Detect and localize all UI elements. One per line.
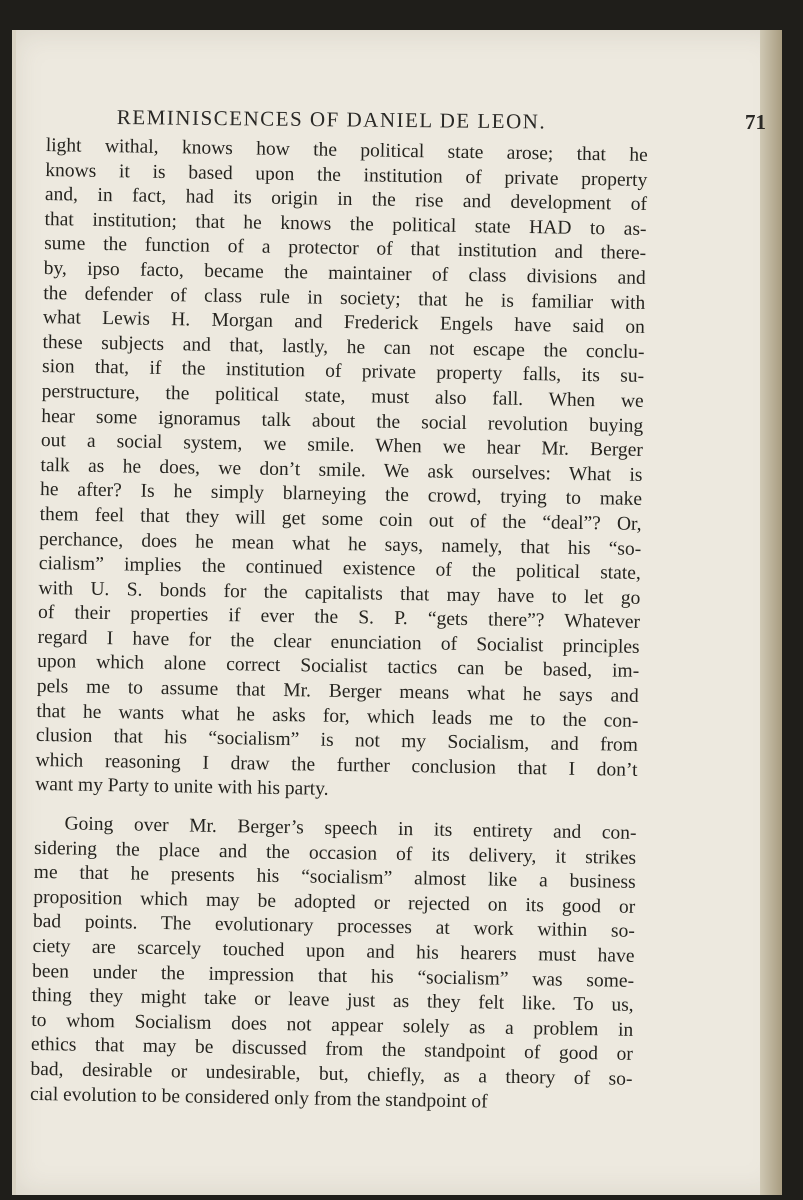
text-line: me that he presents his “socialism” almost like a business [33,862,636,894]
text-line: the defender of class rule in society; that he is familiar with [43,282,646,314]
text-line: what Lewis H. Morgan and Frederick Engels have said on [42,307,646,339]
text-line: he after? Is he simply blarneying the crowd, trying to make [39,479,643,511]
text-line: clusion that his “socialism” is not my Socialism, and from [35,725,639,757]
text-line: regard I have for the clear enunciation of Socialist principles [37,626,640,658]
text-line: proposition which may be adopted or rejected on its good or [33,886,636,918]
text-line: of their properties if ever the S. P. “gets there”? Whatever [37,602,641,634]
text-line: perstructure, the political state, must also fall. When we [41,380,644,412]
text-line: bad, desirable or undesirable, but, chiefly, as a theory of so- [30,1058,633,1090]
text-line: and, in fact, had its origin in the rise and development of [44,184,648,216]
text-line: Going over Mr. Berger’s speech in its entirety and con- [64,813,637,844]
text-line: to whom Socialism does not appear solely as a problem in [31,1009,634,1041]
text-line: sion that, if the institution of private property falls, its su- [41,356,645,388]
text-line: by, ipso facto, became the maintainer of class divisions and [43,257,646,289]
text-line: want my Party to unite with his party. [35,774,329,801]
text-line: that he wants what he asks for, which leads me to the con- [36,700,639,732]
text-line: them feel that they will get some coin out of the “deal”? Or, [39,503,642,535]
book-page [12,30,782,1195]
text-line: with U. S. bonds for the capitalists that may have to let go [38,577,641,609]
text-line: cialism” implies the continued existence of the political state, [38,553,641,585]
text-line: upon which alone correct Socialist tactics can be based, im- [37,651,640,683]
body-text [30,134,648,1117]
text-line: talk as he does, we don’t smile. We ask ourselves: What is [40,454,643,486]
running-title: REMINISCENCES OF DANIEL DE LEON. [116,105,547,134]
text-line: bad points. The evolutionary processes at work within so- [32,911,636,943]
text-line: perchance, does he mean what he says, namely, that his “so- [39,528,642,560]
text-line: light withal, knows how the political state arose; that he [45,134,648,166]
text-line: knows it is based upon the institution of private property [45,159,648,191]
text-line: thing they might take or leave just as they felt like. To us, [31,985,634,1017]
text-line: out a social system, we smile. When we hear Mr. Berger [40,430,644,462]
paragraph [30,812,637,1117]
text-line: sume the function of a protector of that institution and there- [44,233,647,265]
text-line: cial evolution to be considered only from the standpoint of [29,1083,488,1113]
page-number: 71 [745,110,766,134]
text-line: these subjects and that, lastly, he can not escape the conclu- [42,331,645,363]
text-line: been under the impression that his “socialism” was some- [31,960,635,992]
page-left-edge [12,30,16,1195]
text-line: that institution; that he knows the political state HAD to as- [44,208,647,240]
text-line: sidering the place and the occasion of its delivery, it strikes [33,837,637,869]
paragraph [35,134,648,808]
text-line: ethics that may be discussed from the standpoint of good or [30,1034,633,1066]
text-line: pels me to assume that Mr. Berger means what he says and [36,675,639,707]
text-line: which reasoning I draw the further conclusion that I don’t [35,749,638,781]
binding-strip [760,30,782,1195]
text-line: ciety are scarcely touched upon and his hearers must have [32,935,635,967]
text-line: hear some ignoramus talk about the social revolution buying [41,405,644,437]
